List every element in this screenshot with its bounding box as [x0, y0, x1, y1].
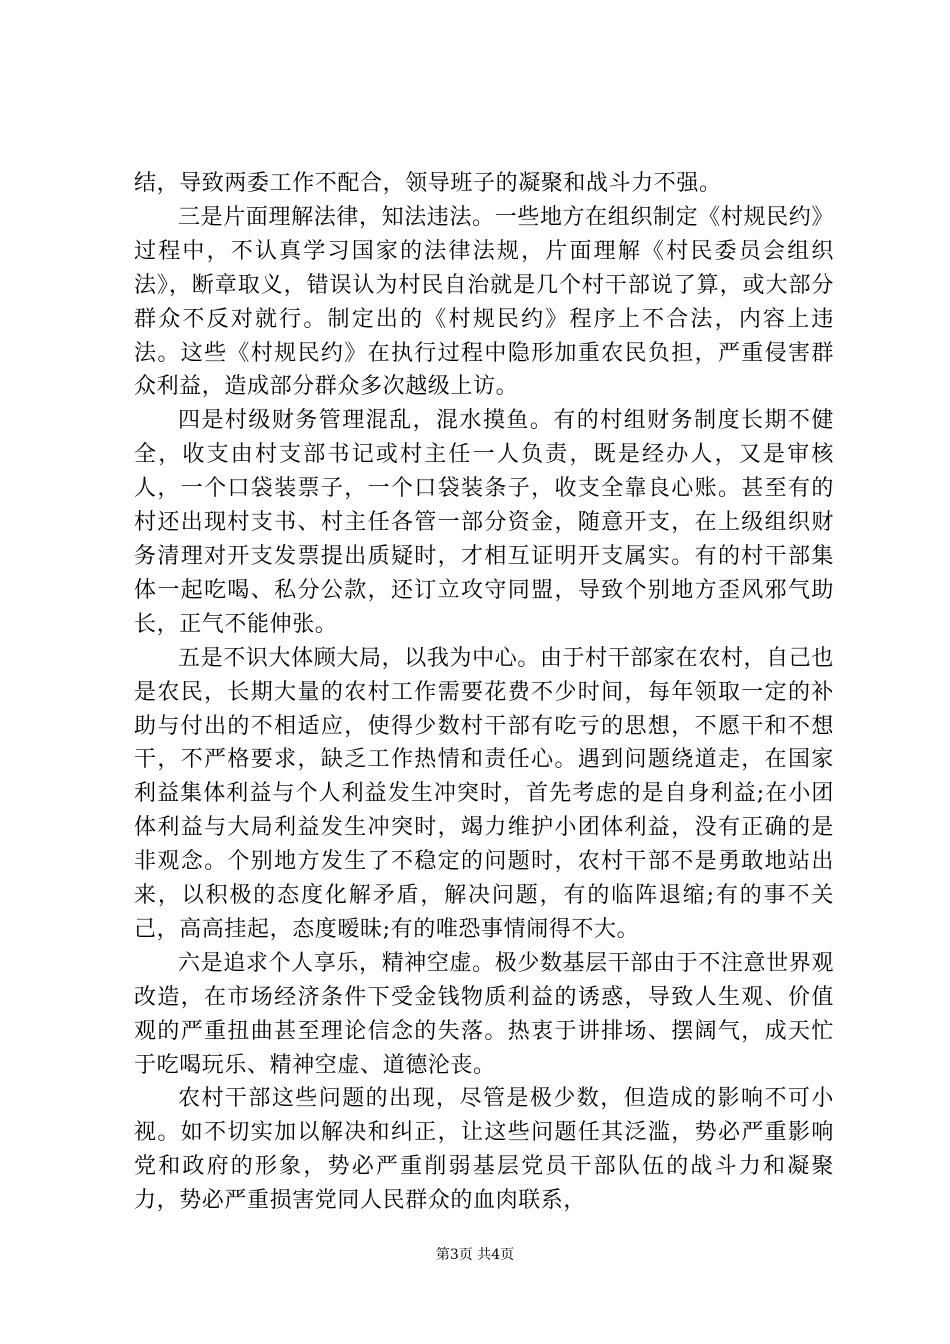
- paragraph-summary: 农村干部这些问题的出现，尽管是极少数，但造成的影响不可小视。如不切实加以解决和纠正，让这些问题任其泛滥，势必严重影响党和政府的形象，势必严重削弱基层党员干部队伍的战斗力和凝聚力，势必严重损害党同人民群众的血肉联系，: [134, 1086, 834, 1214]
- page-footer: 第3页 共4页: [435, 1247, 515, 1263]
- paragraph-four: 四是村级财务管理混乱，混水摸鱼。有的村组财务制度长期不健全，收支由村支部书记或村主任一人负责，既是经办人，又是审核人，一个口袋装票子，一个口袋装条子，收支全靠良心账。甚至有的村还出现村支书、村主任各管一部分资金，随意开支，在上级组织财务清理对开支发票提出质疑时，才相互证明开支属实。有的村干部集体一起吃喝、私分公款，还订立攻守同盟，导致个别地方歪风邪气助长，正气不能伸张。: [134, 408, 834, 637]
- paragraph-six: 六是追求个人享乐，精神空虚。极少数基层干部由于不注意世界观改造，在市场经济条件下受金钱物质利益的诱惑，导致人生观、价值观的严重扭曲甚至理论信念的失落。热衷于讲排场、摆阔气，成天忙于吃喝玩乐、精神空虚、道德沦丧。: [134, 950, 834, 1078]
- paragraph-continuation: 结，导致两委工作不配合，领导班子的凝聚和战斗力不强。: [134, 171, 722, 196]
- paragraph-five: 五是不识大体顾大局，以我为中心。由于村干部家在农村，自己也是农民，长期大量的农村工作需要花费不少时间，每年领取一定的补助与付出的不相适应，使得少数村干部有吃亏的思想，不愿干和不想干，不严格要求，缺乏工作热情和责任心。遇到问题绕道走，在国家利益集体利益与个人利益发生冲突时，首先考虑的是自身利益;在小团体利益与大局利益发生冲突时，竭力维护小团体利益，没有正确的是非观念。个别地方发生了不稳定的问题时，农村干部不是勇敢地站出来，以积极的态度化解矛盾，解决问题，有的临阵退缩;有的事不关己，高高挂起，态度暧昧;有的唯恐事情闹得不大。: [134, 645, 834, 942]
- document-body: [134, 167, 834, 1218]
- paragraph-three: 三是片面理解法律，知法违法。一些地方在组织制定《村规民约》过程中，不认真学习国家的法律法规，片面理解《村民委员会组织法》，断章取义，错误认为村民自治就是几个村干部说了算，或大部分群众不反对就行。制定出的《村规民约》程序上不合法，内容上违法。这些《村规民约》在执行过程中隐形加重农民负担，严重侵害群众利益，造成部分群众多次越级上访。: [134, 204, 834, 400]
